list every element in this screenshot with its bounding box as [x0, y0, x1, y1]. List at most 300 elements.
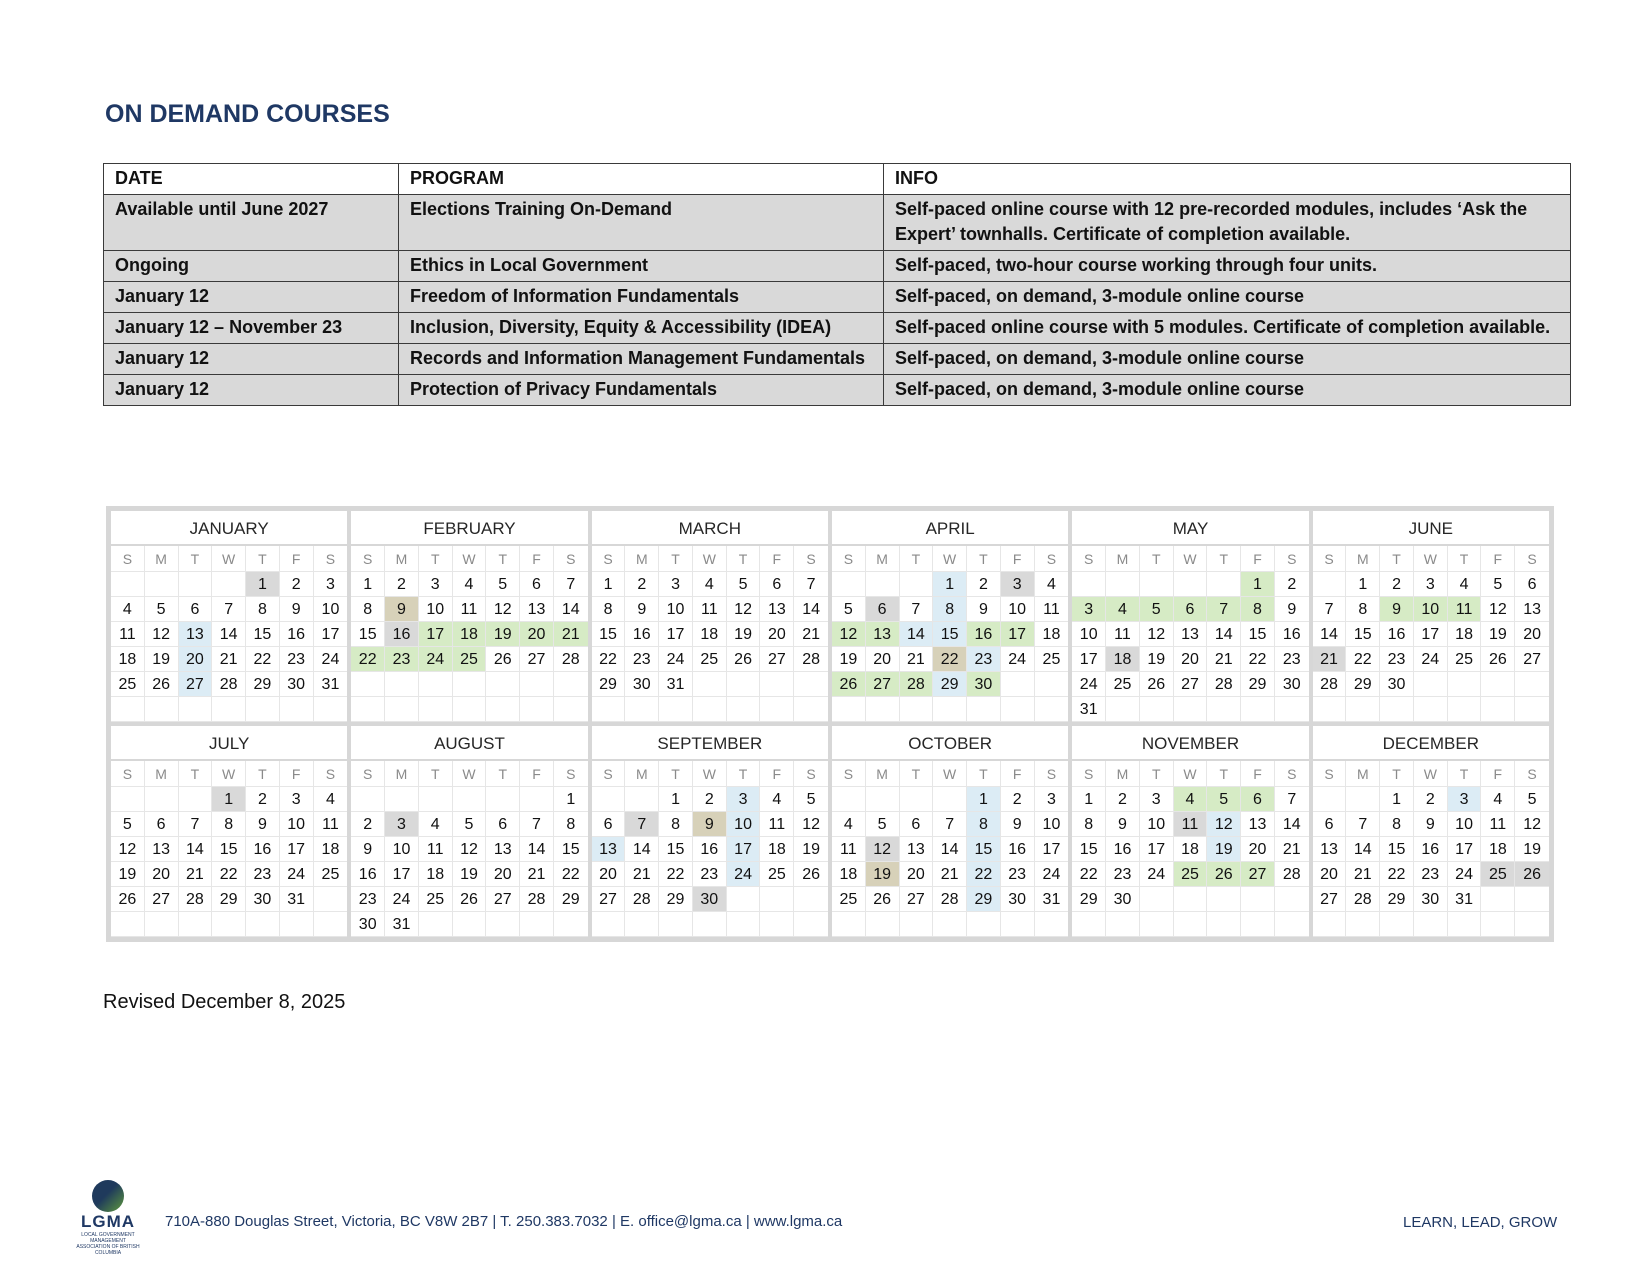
- table-row: [104, 195, 1571, 251]
- calendar-day: 2: [246, 787, 280, 812]
- calendar-day: 23: [246, 862, 280, 887]
- calendar-day-empty: [453, 672, 487, 697]
- calendar-day: 6: [1174, 597, 1208, 622]
- calendar-month-november: [1070, 724, 1310, 939]
- calendar-day-empty: [659, 912, 693, 937]
- calendar-day: 19: [1481, 622, 1515, 647]
- calendar-day-empty: [1515, 912, 1549, 937]
- calendar-day: 12: [1140, 622, 1174, 647]
- calendar-day-empty: [1106, 572, 1140, 597]
- calendar-day: 18: [1035, 622, 1069, 647]
- calendar-day: 7: [212, 597, 246, 622]
- weekday-label: F: [1481, 761, 1515, 787]
- calendar-day: 15: [933, 622, 967, 647]
- weekday-label: S: [1072, 761, 1106, 787]
- calendar-day-empty: [1515, 887, 1549, 912]
- calendar-day-empty: [1106, 912, 1140, 937]
- calendar-month-april: [830, 509, 1070, 724]
- calendar-day: 5: [453, 812, 487, 837]
- calendar-day: 13: [1515, 597, 1549, 622]
- calendar-day-empty: [554, 672, 588, 697]
- calendar-day: 8: [351, 597, 385, 622]
- weekday-label: S: [554, 761, 588, 787]
- calendar-day: 23: [385, 647, 419, 672]
- calendar-day-empty: [659, 697, 693, 722]
- calendar-day: 22: [554, 862, 588, 887]
- weekday-label: T: [246, 546, 280, 572]
- calendar-day: 28: [625, 887, 659, 912]
- calendar-day-empty: [520, 787, 554, 812]
- month-name: JANUARY: [111, 511, 347, 546]
- calendar-day: 7: [625, 812, 659, 837]
- weekday-label: S: [1515, 546, 1549, 572]
- calendar-day: 13: [1241, 812, 1275, 837]
- cell-info: Self-paced, on demand, 3-module online course: [884, 282, 1571, 313]
- calendar-day-empty: [385, 787, 419, 812]
- calendar-day: 17: [1140, 837, 1174, 862]
- calendar-day: 10: [727, 812, 761, 837]
- calendar-day: 28: [900, 672, 934, 697]
- calendar-day: 26: [486, 647, 520, 672]
- weekday-label: M: [866, 546, 900, 572]
- calendar-day: 10: [1414, 597, 1448, 622]
- weekday-label: T: [179, 761, 213, 787]
- cell-program: Records and Information Management Fundamentals: [399, 344, 884, 375]
- calendar-day-empty: [419, 672, 453, 697]
- calendar-day: 24: [1001, 647, 1035, 672]
- calendar-day: 28: [520, 887, 554, 912]
- calendar-day: 16: [967, 622, 1001, 647]
- calendar-day: 2: [280, 572, 314, 597]
- calendar-day: 21: [1207, 647, 1241, 672]
- calendar-day: 29: [246, 672, 280, 697]
- calendar-day: 27: [486, 887, 520, 912]
- calendar-day: 30: [967, 672, 1001, 697]
- footer-tagline: LEARN, LEAD, GROW: [1403, 1214, 1558, 1231]
- column-header-program: PROGRAM: [399, 164, 884, 195]
- calendar-day: 29: [1072, 887, 1106, 912]
- calendar-day-empty: [314, 887, 348, 912]
- calendar-day-empty: [1275, 697, 1309, 722]
- calendar-day-empty: [1035, 912, 1069, 937]
- weekday-label: F: [520, 761, 554, 787]
- weekday-label: M: [145, 761, 179, 787]
- weekday-label: S: [1515, 761, 1549, 787]
- calendar-month-february: [349, 509, 589, 724]
- calendar-day: 1: [1241, 572, 1275, 597]
- calendar-day: 14: [1207, 622, 1241, 647]
- calendar-day-empty: [1515, 672, 1549, 697]
- weekday-label: S: [1072, 546, 1106, 572]
- calendar-day: 11: [1106, 622, 1140, 647]
- calendar-day: 16: [1106, 837, 1140, 862]
- calendar-day: 22: [1241, 647, 1275, 672]
- calendar-day: 9: [280, 597, 314, 622]
- calendar-day: 26: [1481, 647, 1515, 672]
- weekday-label: M: [1346, 761, 1380, 787]
- calendar-day: 28: [1346, 887, 1380, 912]
- calendar-day: 24: [314, 647, 348, 672]
- calendar-day: 31: [280, 887, 314, 912]
- weekday-label: T: [967, 761, 1001, 787]
- calendar-month-september: [590, 724, 830, 939]
- calendar-day: 27: [520, 647, 554, 672]
- calendar-day-empty: [1140, 697, 1174, 722]
- calendar-day: 28: [179, 887, 213, 912]
- calendar-day: 11: [1035, 597, 1069, 622]
- calendar-day: 9: [1001, 812, 1035, 837]
- calendar-day: 25: [1174, 862, 1208, 887]
- weekday-label: F: [520, 546, 554, 572]
- calendar-day: 1: [592, 572, 626, 597]
- calendar-day: 16: [280, 622, 314, 647]
- calendar-day: 21: [1313, 647, 1347, 672]
- calendar-day: 27: [760, 647, 794, 672]
- lgma-logo-text: LGMA: [80, 1212, 136, 1231]
- calendar-day: 18: [693, 622, 727, 647]
- cell-date: January 12: [104, 282, 399, 313]
- calendar-day: 26: [727, 647, 761, 672]
- calendar-day: 25: [314, 862, 348, 887]
- calendar-day-empty: [351, 697, 385, 722]
- calendar-day-empty: [592, 912, 626, 937]
- table-row: [104, 313, 1571, 344]
- month-name: NOVEMBER: [1072, 726, 1308, 761]
- cell-info: Self-paced, on demand, 3-module online course: [884, 375, 1571, 406]
- calendar-day: 9: [1275, 597, 1309, 622]
- calendar-day-empty: [486, 697, 520, 722]
- calendar-day: 31: [385, 912, 419, 937]
- calendar-day: 9: [1106, 812, 1140, 837]
- calendar-day-empty: [145, 912, 179, 937]
- calendar-day: 4: [1035, 572, 1069, 597]
- calendar-day: 12: [145, 622, 179, 647]
- calendar-day: 27: [179, 672, 213, 697]
- calendar-day: 17: [280, 837, 314, 862]
- calendar-day-empty: [933, 912, 967, 937]
- weekday-label: T: [1448, 546, 1482, 572]
- calendar-day: 1: [351, 572, 385, 597]
- calendar-day: 7: [1346, 812, 1380, 837]
- calendar-day-empty: [760, 672, 794, 697]
- calendar-day-empty: [1035, 697, 1069, 722]
- calendar-day: 6: [592, 812, 626, 837]
- calendar-day: 23: [1414, 862, 1448, 887]
- calendar-day: 16: [1414, 837, 1448, 862]
- calendar-day: 14: [179, 837, 213, 862]
- calendar-month-july: [109, 724, 349, 939]
- calendar-day: 9: [625, 597, 659, 622]
- calendar-day: 8: [659, 812, 693, 837]
- calendar-day: 18: [1448, 622, 1482, 647]
- calendar-day: 26: [866, 887, 900, 912]
- calendar-day: 14: [554, 597, 588, 622]
- calendar-day: 26: [832, 672, 866, 697]
- weekday-label: T: [659, 546, 693, 572]
- calendar-day-empty: [900, 697, 934, 722]
- calendar-month-august: [349, 724, 589, 939]
- calendar-day: 22: [1380, 862, 1414, 887]
- calendar-day: 17: [1414, 622, 1448, 647]
- calendar-day: 22: [246, 647, 280, 672]
- calendar-day-empty: [179, 912, 213, 937]
- column-header-date: DATE: [104, 164, 399, 195]
- calendar-day: 19: [866, 862, 900, 887]
- calendar-day-empty: [760, 697, 794, 722]
- table-row: [104, 282, 1571, 313]
- calendar-day-empty: [1241, 697, 1275, 722]
- weekday-label: T: [1140, 761, 1174, 787]
- weekday-label: S: [351, 546, 385, 572]
- calendar-day: 9: [246, 812, 280, 837]
- weekday-label: T: [419, 546, 453, 572]
- calendar-day-empty: [1001, 912, 1035, 937]
- calendar-day: 20: [760, 622, 794, 647]
- calendar-day-empty: [592, 697, 626, 722]
- calendar-day-empty: [351, 672, 385, 697]
- weekday-label: F: [760, 761, 794, 787]
- weekday-label: F: [1241, 761, 1275, 787]
- calendar-day: 21: [520, 862, 554, 887]
- calendar-day-empty: [1072, 572, 1106, 597]
- calendar-day-empty: [1481, 912, 1515, 937]
- calendar-day: 26: [1515, 862, 1549, 887]
- calendar-day: 20: [900, 862, 934, 887]
- calendar-day: 15: [246, 622, 280, 647]
- calendar-day-empty: [385, 672, 419, 697]
- weekday-label: M: [866, 761, 900, 787]
- calendar-day-empty: [1106, 697, 1140, 722]
- calendar-day: 14: [1346, 837, 1380, 862]
- calendar-day: 24: [1035, 862, 1069, 887]
- month-name: JUNE: [1313, 511, 1549, 546]
- month-name: MARCH: [592, 511, 828, 546]
- calendar-day: 30: [280, 672, 314, 697]
- calendar-day: 9: [693, 812, 727, 837]
- calendar-day-empty: [866, 697, 900, 722]
- calendar-day: 17: [419, 622, 453, 647]
- calendar-day-empty: [486, 787, 520, 812]
- weekday-label: W: [1174, 761, 1208, 787]
- month-days-grid: [351, 761, 587, 937]
- calendar-day: 17: [1072, 647, 1106, 672]
- calendar-day: 28: [794, 647, 828, 672]
- calendar-day-empty: [794, 672, 828, 697]
- calendar-day: 2: [625, 572, 659, 597]
- calendar-day: 2: [1001, 787, 1035, 812]
- calendar-day: 14: [794, 597, 828, 622]
- weekday-label: T: [486, 546, 520, 572]
- calendar-day-empty: [1035, 672, 1069, 697]
- weekday-label: S: [351, 761, 385, 787]
- calendar-day-empty: [1313, 787, 1347, 812]
- calendar-day-empty: [1001, 697, 1035, 722]
- calendar-day: 9: [967, 597, 1001, 622]
- weekday-label: S: [832, 761, 866, 787]
- calendar-day: 23: [693, 862, 727, 887]
- calendar-day: 3: [1448, 787, 1482, 812]
- calendar-day: 2: [1414, 787, 1448, 812]
- calendar-day: 1: [967, 787, 1001, 812]
- calendar-day: 3: [385, 812, 419, 837]
- weekday-label: T: [179, 546, 213, 572]
- calendar-day: 7: [1275, 787, 1309, 812]
- calendar-day: 2: [1380, 572, 1414, 597]
- calendar-day: 4: [1448, 572, 1482, 597]
- calendar-day: 21: [625, 862, 659, 887]
- calendar-day: 12: [1515, 812, 1549, 837]
- calendar-day-empty: [625, 787, 659, 812]
- calendar-day: 25: [1035, 647, 1069, 672]
- calendar-day-empty: [625, 697, 659, 722]
- calendar-day: 5: [486, 572, 520, 597]
- weekday-label: F: [1001, 546, 1035, 572]
- weekday-label: M: [145, 546, 179, 572]
- calendar-day: 20: [520, 622, 554, 647]
- calendar-day: 31: [659, 672, 693, 697]
- calendar-day: 9: [385, 597, 419, 622]
- calendar-day-empty: [246, 912, 280, 937]
- calendar-day: 31: [314, 672, 348, 697]
- calendar-day-empty: [1174, 697, 1208, 722]
- calendar-day: 3: [280, 787, 314, 812]
- calendar-day: 27: [1174, 672, 1208, 697]
- calendar-day: 19: [1207, 837, 1241, 862]
- calendar-day: 18: [1106, 647, 1140, 672]
- calendar-day-empty: [1448, 912, 1482, 937]
- calendar-day: 6: [866, 597, 900, 622]
- calendar-day-empty: [1515, 697, 1549, 722]
- calendar-day: 6: [900, 812, 934, 837]
- weekday-label: S: [314, 546, 348, 572]
- calendar-day: 22: [1072, 862, 1106, 887]
- weekday-label: W: [693, 761, 727, 787]
- calendar-day: 13: [592, 837, 626, 862]
- calendar-day: 6: [760, 572, 794, 597]
- calendar-day: 20: [179, 647, 213, 672]
- weekday-label: T: [967, 546, 1001, 572]
- weekday-label: S: [554, 546, 588, 572]
- calendar-day-empty: [314, 912, 348, 937]
- weekday-label: W: [212, 761, 246, 787]
- calendar-day: 11: [419, 837, 453, 862]
- calendar-day: 7: [179, 812, 213, 837]
- calendar-day: 26: [1207, 862, 1241, 887]
- month-name: SEPTEMBER: [592, 726, 828, 761]
- calendar-day-empty: [1481, 887, 1515, 912]
- calendar-day: 5: [111, 812, 145, 837]
- revision-date: Revised December 8, 2025: [103, 991, 346, 1013]
- calendar-day-empty: [832, 912, 866, 937]
- weekday-label: T: [1448, 761, 1482, 787]
- calendar-day: 9: [1414, 812, 1448, 837]
- calendar-day: 5: [1481, 572, 1515, 597]
- lgma-logo: [74, 1180, 142, 1260]
- calendar-day-empty: [1346, 697, 1380, 722]
- calendar-day-empty: [453, 787, 487, 812]
- calendar-day: 7: [1207, 597, 1241, 622]
- calendar-day: 10: [419, 597, 453, 622]
- calendar-day: 19: [111, 862, 145, 887]
- calendar-day-empty: [1313, 912, 1347, 937]
- calendar-day: 12: [832, 622, 866, 647]
- calendar-month-june: [1311, 509, 1551, 724]
- weekday-label: S: [1035, 546, 1069, 572]
- calendar-day-empty: [145, 787, 179, 812]
- calendar-day: 10: [1448, 812, 1482, 837]
- weekday-label: S: [1313, 761, 1347, 787]
- calendar-day: 29: [967, 887, 1001, 912]
- calendar-day: 26: [145, 672, 179, 697]
- cell-date: January 12: [104, 344, 399, 375]
- calendar-day: 13: [1174, 622, 1208, 647]
- calendar-day: 27: [1313, 887, 1347, 912]
- calendar-day: 3: [1414, 572, 1448, 597]
- calendar-day: 8: [933, 597, 967, 622]
- calendar-day: 21: [212, 647, 246, 672]
- calendar-day: 5: [145, 597, 179, 622]
- weekday-label: F: [280, 761, 314, 787]
- calendar-day: 6: [179, 597, 213, 622]
- calendar-day-empty: [111, 697, 145, 722]
- weekday-label: T: [1380, 546, 1414, 572]
- calendar-day: 8: [246, 597, 280, 622]
- weekday-label: M: [625, 546, 659, 572]
- calendar-day: 20: [1241, 837, 1275, 862]
- calendar-day: 23: [1380, 647, 1414, 672]
- calendar-day: 19: [145, 647, 179, 672]
- calendar-day-empty: [179, 572, 213, 597]
- calendar-day: 8: [967, 812, 1001, 837]
- weekday-label: F: [760, 546, 794, 572]
- calendar-day-empty: [1001, 672, 1035, 697]
- calendar-day-empty: [832, 787, 866, 812]
- calendar-day: 3: [1001, 572, 1035, 597]
- calendar-day: 31: [1448, 887, 1482, 912]
- weekday-label: F: [1001, 761, 1035, 787]
- calendar-day-empty: [453, 697, 487, 722]
- calendar-day: 13: [486, 837, 520, 862]
- cell-program: Freedom of Information Fundamentals: [399, 282, 884, 313]
- lgma-logo-subtext: LOCAL GOVERNMENT MANAGEMENT ASSOCIATION OF BRITISH COLUMBIA: [76, 1232, 140, 1256]
- calendar-day: 6: [145, 812, 179, 837]
- calendar-day: 21: [179, 862, 213, 887]
- calendar-day: 7: [520, 812, 554, 837]
- calendar-day: 4: [314, 787, 348, 812]
- calendar-day: 22: [212, 862, 246, 887]
- calendar-day: 6: [1241, 787, 1275, 812]
- weekday-label: M: [1106, 761, 1140, 787]
- calendar-day: 16: [246, 837, 280, 862]
- weekday-label: W: [1414, 761, 1448, 787]
- calendar-day-empty: [625, 912, 659, 937]
- calendar-day-empty: [727, 912, 761, 937]
- calendar-day: 20: [592, 862, 626, 887]
- calendar-day: 31: [1072, 697, 1106, 722]
- calendar-day: 29: [933, 672, 967, 697]
- calendar-day: 29: [1241, 672, 1275, 697]
- weekday-label: S: [314, 761, 348, 787]
- calendar-day: 12: [486, 597, 520, 622]
- calendar-day: 7: [900, 597, 934, 622]
- weekday-label: T: [1380, 761, 1414, 787]
- calendar-day: 19: [727, 622, 761, 647]
- calendar-day: 26: [111, 887, 145, 912]
- calendar-day-empty: [1380, 912, 1414, 937]
- calendar-day: 11: [1448, 597, 1482, 622]
- calendar-day: 2: [1106, 787, 1140, 812]
- calendar-day: 2: [385, 572, 419, 597]
